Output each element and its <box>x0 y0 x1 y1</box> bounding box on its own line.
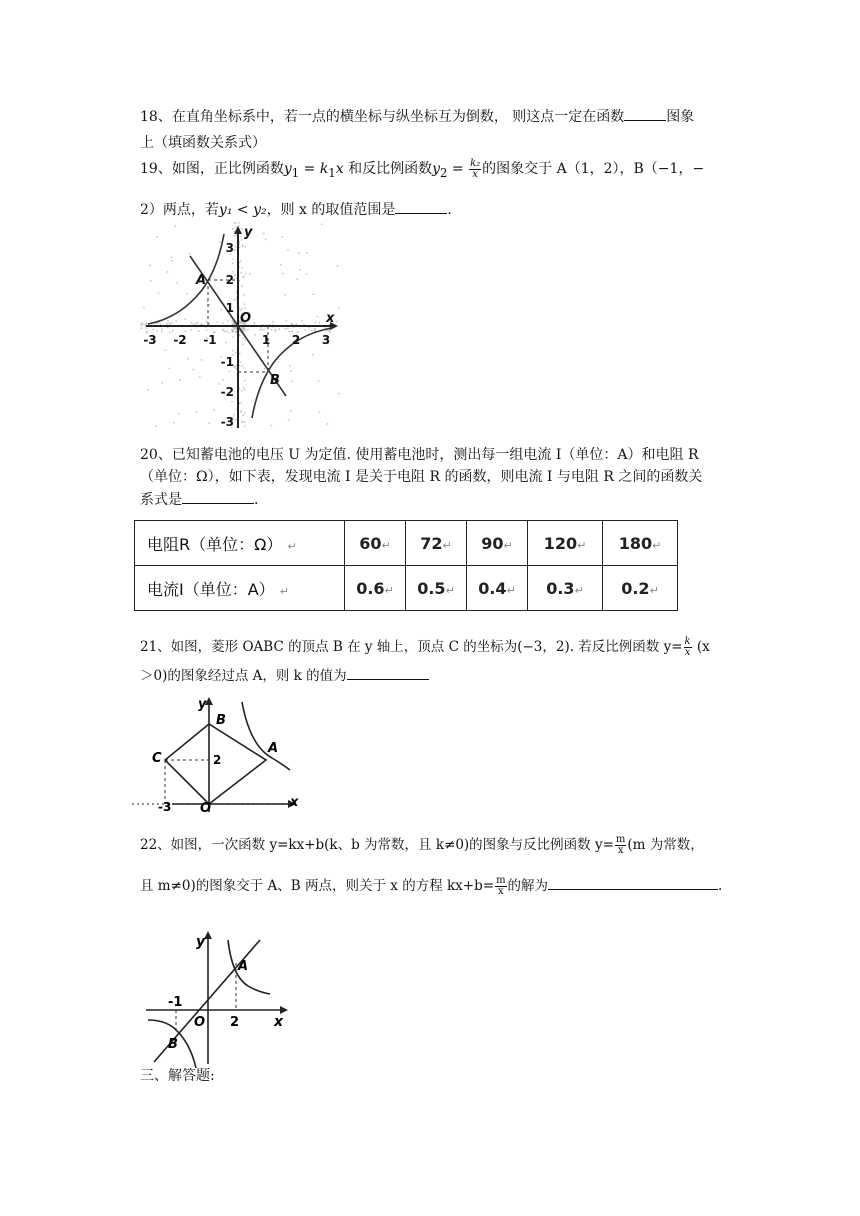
q20-answer-blank <box>182 488 254 504</box>
speckle-dot <box>226 330 227 331</box>
speckle-dot <box>155 426 156 427</box>
speckle-dot <box>243 367 244 368</box>
speckle-dot <box>187 293 188 294</box>
speckle-dot <box>285 294 286 295</box>
table-cell: 90↵ <box>467 521 528 566</box>
speckle-dot <box>245 340 246 341</box>
point-a-label: A <box>238 959 249 974</box>
speckle-dot <box>235 275 236 276</box>
speckle-dot <box>227 320 228 321</box>
question-21 <box>140 636 740 687</box>
speckle-dot <box>243 327 244 328</box>
speckle-dot <box>191 322 192 323</box>
speckle-dot <box>233 235 234 236</box>
x-axis-label: x <box>274 1014 284 1030</box>
speckle-dot <box>244 304 245 305</box>
speckle-dot <box>229 371 230 372</box>
speckle-dot <box>289 365 290 366</box>
speckle-dot <box>240 261 241 262</box>
speckle-dot <box>263 233 264 234</box>
speckle-dot <box>171 257 172 258</box>
speckle-dot <box>234 250 235 251</box>
speckle-dot <box>232 336 233 337</box>
y-tick-label: -3 <box>220 415 234 429</box>
speckle-dot <box>235 368 236 369</box>
speckle-dot <box>244 425 245 426</box>
speckle-dot <box>242 344 243 345</box>
x-tick-label: -2 <box>173 333 187 347</box>
speckle-dot <box>231 401 232 402</box>
speckle-dot <box>238 225 239 226</box>
speckle-dot <box>239 335 240 336</box>
speckle-dot <box>239 353 240 354</box>
q21-line1: 21、如图，菱形 OABC 的顶点 B 在 y 轴上，顶点 C 的坐标为(−3，2). 若反比例函数 y= $\frac{k}{x}$ (x <box>140 636 710 658</box>
speckle-dot <box>153 329 154 330</box>
speckle-dot <box>234 323 235 324</box>
q18-answer-blank <box>624 105 666 121</box>
speckle-dot <box>234 222 235 223</box>
speckle-dot <box>165 350 166 351</box>
speckle-dot <box>143 324 144 325</box>
speckle-dot <box>319 412 320 413</box>
speckle-dot <box>264 329 265 330</box>
y-axis-label: y <box>198 697 207 712</box>
speckle-dot <box>306 273 307 274</box>
speckle-dot <box>239 365 240 366</box>
speckle-dot <box>146 322 147 323</box>
speckle-dot <box>196 323 197 324</box>
q19-line2: 2）两点，若y₁ < y₂，则 x 的取值范围是 . <box>140 198 740 221</box>
speckle-dot <box>300 269 301 270</box>
speckle-dot <box>141 324 142 325</box>
speckle-dot <box>185 319 186 320</box>
q20-line3: 系式是 . <box>140 488 740 511</box>
speckle-dot <box>225 342 226 343</box>
y-axis-label: y <box>196 934 206 950</box>
speckle-dot <box>306 252 307 253</box>
point-c-label: C <box>152 751 162 766</box>
speckle-dot <box>287 328 288 329</box>
section-3-heading: 三、解答题: <box>140 1068 215 1084</box>
speckle-dot <box>265 239 266 240</box>
hyperbola-branch-upper-left <box>148 234 224 324</box>
speckle-dot <box>150 280 151 281</box>
speckle-dot <box>141 327 142 328</box>
x-tick-label: -3 <box>143 333 157 347</box>
speckle-dot <box>235 331 236 332</box>
speckle-dot <box>232 350 233 351</box>
speckle-dot <box>166 323 167 324</box>
y-tick-label: 3 <box>225 241 234 255</box>
speckle-dot <box>287 250 288 251</box>
point-b-label: B <box>270 373 280 388</box>
speckle-dot <box>321 224 322 225</box>
speckle-dot <box>315 322 316 323</box>
speckle-dot <box>175 225 176 226</box>
q18-line2: 上（填函数关系式） <box>140 135 266 151</box>
speckle-dot <box>176 320 177 321</box>
x-tick-label: 1 <box>261 333 271 347</box>
speckle-dot <box>241 421 242 422</box>
y-tick-label: -2 <box>220 385 234 399</box>
speckle-dot <box>236 328 237 329</box>
x-axis-label: x <box>326 311 335 326</box>
speckle-dot <box>240 402 241 403</box>
table-row <box>135 521 678 566</box>
y-tick-label: 2 <box>225 273 234 287</box>
y-axis-arrow <box>234 226 242 234</box>
speckle-dot <box>296 324 297 325</box>
speckle-dot <box>280 264 281 265</box>
speckle-dot <box>337 321 338 322</box>
speckle-dot <box>217 322 218 323</box>
speckle-dot <box>232 228 233 229</box>
x-tick-labels <box>143 333 330 347</box>
table-cell: 180↵ <box>603 521 678 566</box>
speckle-dot <box>240 362 241 363</box>
speckle-dot <box>161 331 162 332</box>
speckle-dot <box>232 329 233 330</box>
figure-21-graph <box>132 694 307 816</box>
speckle-dot <box>245 308 246 309</box>
speckle-dot <box>243 276 244 277</box>
speckle-dot <box>157 236 158 237</box>
speckle-dot <box>234 231 235 232</box>
speckle-dot <box>241 239 242 240</box>
speckle-dot <box>189 253 190 254</box>
speckle-dot <box>327 423 328 424</box>
speckle-dot <box>241 308 242 309</box>
table-row-label: 电流I（单位：A） ↵ <box>135 566 345 611</box>
speckle-dot <box>305 329 306 330</box>
speckle-dot <box>201 324 202 325</box>
speckle-dot <box>206 329 207 330</box>
speckle-dot <box>245 331 246 332</box>
speckle-dot <box>167 271 168 272</box>
neg1-label: -1 <box>168 995 183 1010</box>
speckle-dot <box>260 327 261 328</box>
x-value-label: -3 <box>158 800 172 814</box>
resistance-current-table <box>134 520 678 611</box>
speckle-dot <box>197 322 198 323</box>
speckle-dot <box>312 294 313 295</box>
table-cell: 72↵ <box>406 521 467 566</box>
speckle-dot <box>187 358 188 359</box>
speckle-dot <box>244 413 245 414</box>
speckle-dot <box>289 331 290 332</box>
speckle-dot <box>255 334 256 335</box>
speckle-dot <box>319 322 320 323</box>
speckle-dot <box>282 236 283 237</box>
point-a-label: A <box>196 273 207 288</box>
speckle-dot <box>243 387 244 388</box>
speckle-dot <box>243 294 244 295</box>
speckle-dot <box>290 410 291 411</box>
speckle-dot <box>291 323 292 324</box>
q22-line1: 22、如图，一次函数 y=kx+b(k、b 为常数，且 k≠0)的图象与反比例函数 y= $\frac{m}{x}$ (m 为常数， <box>140 834 704 856</box>
x-tick-label: -1 <box>203 333 217 347</box>
speckle-dot <box>209 323 210 324</box>
speckle-dot <box>180 379 181 380</box>
speckle-dot <box>241 267 242 268</box>
speckle-dot <box>162 328 163 329</box>
speckle-dot <box>318 380 319 381</box>
point-b-label: B <box>168 1037 178 1052</box>
speckle-dot <box>241 228 242 229</box>
speckle-dot <box>238 222 239 223</box>
speckle-dot <box>222 329 223 330</box>
speckle-dot <box>235 235 236 236</box>
speckle-dot <box>338 393 339 394</box>
question-22 <box>140 834 740 897</box>
speckle-dot <box>259 330 260 331</box>
speckle-dot <box>193 323 194 324</box>
speckle-dot <box>223 379 224 380</box>
speckle-dot <box>326 330 327 331</box>
q20-line1: 20、已知蓄电池的电压 U 为定值. 使用蓄电池时，测出每一组电流 I（单位：A）和电阻 R <box>140 447 699 463</box>
speckle-dot <box>312 354 313 355</box>
speckle-dot <box>222 323 223 324</box>
speckle-dot <box>242 365 243 366</box>
speckle-dot <box>169 368 170 369</box>
q22-fraction-2: $\frac{m}{x}$ <box>496 875 506 897</box>
speckle-dot <box>201 359 202 360</box>
speckle-dot <box>232 324 233 325</box>
speckle-dot <box>242 338 243 339</box>
speckle-dot <box>282 273 283 274</box>
speckle-dot <box>245 246 246 247</box>
speckle-dot <box>235 299 236 300</box>
speckle-dot <box>224 331 225 332</box>
speckle-dot <box>288 419 289 420</box>
hyperbola-branch-upper <box>228 940 270 994</box>
speckle-dot <box>311 330 312 331</box>
speckle-dot <box>236 226 237 227</box>
q19-answer-blank <box>395 198 447 214</box>
x-axis-label: x <box>290 795 299 810</box>
speckle-dot <box>309 327 310 328</box>
x-axis-arrow <box>280 1006 288 1014</box>
speckle-dot <box>242 244 243 245</box>
table-cell: 0.3↵ <box>528 566 603 611</box>
speckle-dot <box>171 260 172 261</box>
speckle-dot <box>196 411 197 412</box>
speckle-dot <box>314 329 315 330</box>
table-cell: 0.5↵ <box>406 566 467 611</box>
speckle-dot <box>185 331 186 332</box>
speckle-dot <box>173 422 174 423</box>
speckle-dot <box>170 323 171 324</box>
speckle-dot <box>240 411 241 412</box>
speckle-dot <box>191 329 192 330</box>
x-tick-label: 2 <box>291 333 301 347</box>
q21-line2: ＞0)的图象经过点 A，则 k 的值为 <box>140 664 740 687</box>
speckle-dot <box>244 328 245 329</box>
figure-19-graph <box>140 222 345 434</box>
speckle-dot <box>244 380 245 381</box>
speckle-dot <box>232 263 233 264</box>
speckle-dot <box>241 272 242 273</box>
speckle-dot <box>285 328 286 329</box>
speckle-dot <box>143 307 144 308</box>
y-tick-label: -1 <box>220 355 234 369</box>
speckle-dot <box>167 320 168 321</box>
speckle-dot <box>158 322 159 323</box>
speckle-dot <box>301 320 302 321</box>
table-row-label: 电阻R（单位：Ω） ↵ <box>135 521 345 566</box>
two-label: 2 <box>230 1015 240 1030</box>
speckle-dot <box>264 368 265 369</box>
y-tick-label: 1 <box>225 301 234 315</box>
question-19 <box>140 158 740 221</box>
speckle-dot <box>235 246 236 247</box>
speckle-dot <box>303 324 304 325</box>
speckle-dot <box>233 258 234 259</box>
speckle-dot <box>337 265 338 266</box>
speckle-dot <box>296 278 297 279</box>
speckle-dot <box>298 253 299 254</box>
figure-22-graph <box>140 928 296 1068</box>
speckle-dot <box>169 331 170 332</box>
speckle-dot <box>236 292 237 293</box>
speckle-dot <box>162 382 163 383</box>
speckle-dot <box>286 320 287 321</box>
speckle-dot <box>242 277 243 278</box>
speckle-dot <box>279 329 280 330</box>
table-cell: 60↵ <box>345 521 406 566</box>
speckle-dot <box>338 307 339 308</box>
speckle-dot <box>160 324 161 325</box>
speckle-dot <box>254 322 255 323</box>
speckle-dot <box>239 247 240 248</box>
table-cell: 0.6↵ <box>345 566 406 611</box>
speckle-dot <box>275 331 276 332</box>
speckle-dot <box>241 390 242 391</box>
q21-answer-blank <box>347 664 429 680</box>
speckle-dot <box>158 293 159 294</box>
speckle-dot <box>221 309 222 310</box>
q21-fraction: $\frac{k}{x}$ <box>684 636 691 658</box>
q22-line2: 且 m≠0)的图象交于 A、B 两点，则关于 x 的方程 kx+b= $\frac{m}{x}$ 的解为 . <box>140 875 723 897</box>
speckle-dot <box>262 329 263 330</box>
speckle-dot <box>207 301 208 302</box>
speckle-dot <box>145 327 146 328</box>
speckle-dot <box>247 329 248 330</box>
speckle-dot <box>157 331 158 332</box>
speckle-dot <box>242 286 243 287</box>
speckle-dot <box>249 273 250 274</box>
speckle-dot <box>199 377 200 378</box>
table-row <box>135 566 678 611</box>
speckle-dot <box>244 389 245 390</box>
speckle-dot <box>149 265 150 266</box>
speckle-dot <box>277 361 278 362</box>
y-axis-label: y <box>244 225 253 240</box>
point-b-label: B <box>216 713 226 728</box>
table-cell: 120↵ <box>528 521 603 566</box>
speckle-dot <box>314 330 315 331</box>
speckle-dot <box>271 330 272 331</box>
y-value-label: 2 <box>213 753 222 767</box>
table-cell: 0.2↵ <box>603 566 678 611</box>
speckle-dot <box>271 425 272 426</box>
question-18 <box>140 105 740 154</box>
origin-label: O <box>194 1015 206 1030</box>
table-cell: 0.4↵ <box>467 566 528 611</box>
x-tick-label: 3 <box>321 333 331 347</box>
speckle-dot <box>198 331 199 332</box>
speckle-dot <box>328 330 329 331</box>
speckle-dot <box>177 282 178 283</box>
speckle-dot <box>209 422 210 423</box>
speckle-dot <box>213 409 214 410</box>
speckle-dot <box>244 421 245 422</box>
speckle-dot <box>235 352 236 353</box>
q22-answer-blank <box>548 874 718 890</box>
speckle-dot <box>272 321 273 322</box>
q22-fraction-1: $\frac{m}{x}$ <box>615 834 626 856</box>
speckle-dot <box>142 322 143 323</box>
speckle-dot <box>147 389 148 390</box>
speckle-dot <box>292 381 293 382</box>
speckle-dot <box>235 366 236 367</box>
point-a-label: A <box>268 741 279 756</box>
speckle-dot <box>274 329 275 330</box>
speckle-dot <box>219 241 220 242</box>
q20-line2: （单位：Ω），如下表，发现电流 I 是关于电阻 R 的函数，则电流 I 与电阻 R 之间的函数关 <box>140 469 703 485</box>
speckle-dot <box>235 419 236 420</box>
speckle-dot <box>243 329 244 330</box>
speckle-dot <box>172 322 173 323</box>
speckle-dot <box>242 327 243 328</box>
y-tick-labels <box>221 241 234 429</box>
speckle-dot <box>167 327 168 328</box>
speckle-dot <box>242 246 243 247</box>
speckle-dot <box>178 413 179 414</box>
origin-label: O <box>240 311 252 326</box>
q18-line1: 18、在直角坐标系中，若一点的横坐标与纵坐标互为倒数， 则这点一定在函数 图象 <box>140 105 740 128</box>
speckle-dot <box>218 383 219 384</box>
y-axis-arrow <box>204 931 212 939</box>
speckle-dot <box>206 321 207 322</box>
speckle-dot <box>234 328 235 329</box>
q19-line1: 19、如图，正比例函数$y_1 = k_1x$ 和反比例函数$y_2$ = $\frac{\text{k₂}}{x}$ 的图象交于 A（1，2），B（−1，− <box>140 157 705 180</box>
speckle-dot <box>243 415 244 416</box>
q19-fraction: $\frac{\text{k₂}}{x}$ <box>470 157 481 180</box>
question-20 <box>140 444 740 511</box>
speckle-dot <box>228 332 229 333</box>
speckle-dot <box>245 273 246 274</box>
speckle-dot <box>209 304 210 305</box>
speckle-dot <box>290 371 291 372</box>
speckle-dot <box>193 369 194 370</box>
speckle-dot <box>292 331 293 332</box>
speckle-dot <box>172 330 173 331</box>
origin-label: O <box>200 801 212 816</box>
speckle-dot <box>317 316 318 317</box>
